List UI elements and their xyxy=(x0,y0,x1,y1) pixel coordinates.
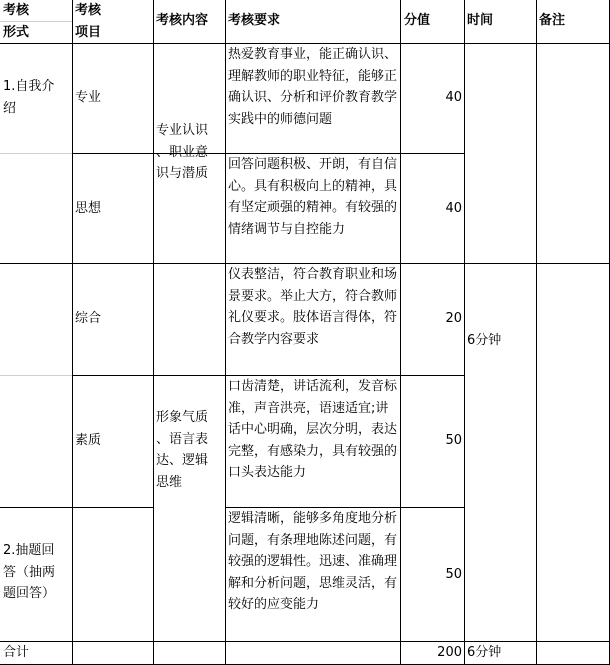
total-time: 6分钟 xyxy=(467,645,502,660)
requirement-cell: 热爱教育事业，能正确认识、理解教师的职业特征，能够正确认识、分析和评价教育教学实践中的师德问题 xyxy=(228,47,398,127)
requirement-cell: 回答问题积极、开朗，有自信心。具有积极向上的精神，具有坚定顽强的精神。有较强的情绪调节与自控能力 xyxy=(228,157,398,237)
grid-line-faint xyxy=(0,153,72,154)
grid-line xyxy=(0,507,153,508)
total-score: 200 xyxy=(437,645,462,660)
time-cell: 6分钟 xyxy=(467,333,502,348)
content-group-1: 专业认识 、职业意 识与潜质 xyxy=(156,123,209,181)
header-remark: 备注 xyxy=(539,13,566,28)
item-cell: 思想 xyxy=(75,201,102,216)
item-cell: 素质 xyxy=(75,433,102,448)
grid-line xyxy=(536,0,537,665)
header-content: 考核内容 xyxy=(156,13,209,28)
header-requirement: 考核要求 xyxy=(228,13,281,28)
form-qa: 2.抽题回 答（抽两 题回答） xyxy=(3,543,56,601)
total-label: 合计 xyxy=(3,645,30,660)
score-cell: 20 xyxy=(445,311,462,326)
content-group-2: 形象气质 、语言表 达、逻辑 思维 xyxy=(156,410,209,490)
grid-line xyxy=(225,0,226,665)
grid-line xyxy=(153,0,154,665)
header-form: 考核 形式 xyxy=(3,3,30,40)
item-cell: 综合 xyxy=(75,311,102,326)
requirement-cell: 仪表整洁，符合教育职业和场景要求。举止大方，符合教师礼仪要求。肢体语言得体，符合教学内容要求 xyxy=(228,267,398,347)
header-score: 分值 xyxy=(404,13,431,28)
header-item: 考核 项目 xyxy=(75,3,102,40)
form-self-intro: 1.自我介 绍 xyxy=(3,79,55,116)
score-cell: 50 xyxy=(445,567,462,582)
grid-line xyxy=(72,0,73,665)
score-cell: 50 xyxy=(445,433,462,448)
grid-line xyxy=(464,0,465,665)
grid-line xyxy=(400,0,401,665)
requirement-cell: 口齿清楚，讲话流利，发音标准，声音洪亮，语速适宜;讲话中心明确，层次分明，表达完整，有感染力，具有较强的口头表达能力 xyxy=(228,379,398,480)
header-time: 时间 xyxy=(467,13,494,28)
grid-line-faint xyxy=(0,375,72,376)
requirement-cell: 逻辑清晰，能够多角度地分析问题，有条理地陈述问题，有较强的逻辑性。迅速、准确理解和分析问题，思维灵活，有较好的应变能力 xyxy=(228,511,398,612)
score-cell: 40 xyxy=(445,90,462,105)
score-cell: 40 xyxy=(445,201,462,216)
item-cell: 专业 xyxy=(75,90,102,105)
